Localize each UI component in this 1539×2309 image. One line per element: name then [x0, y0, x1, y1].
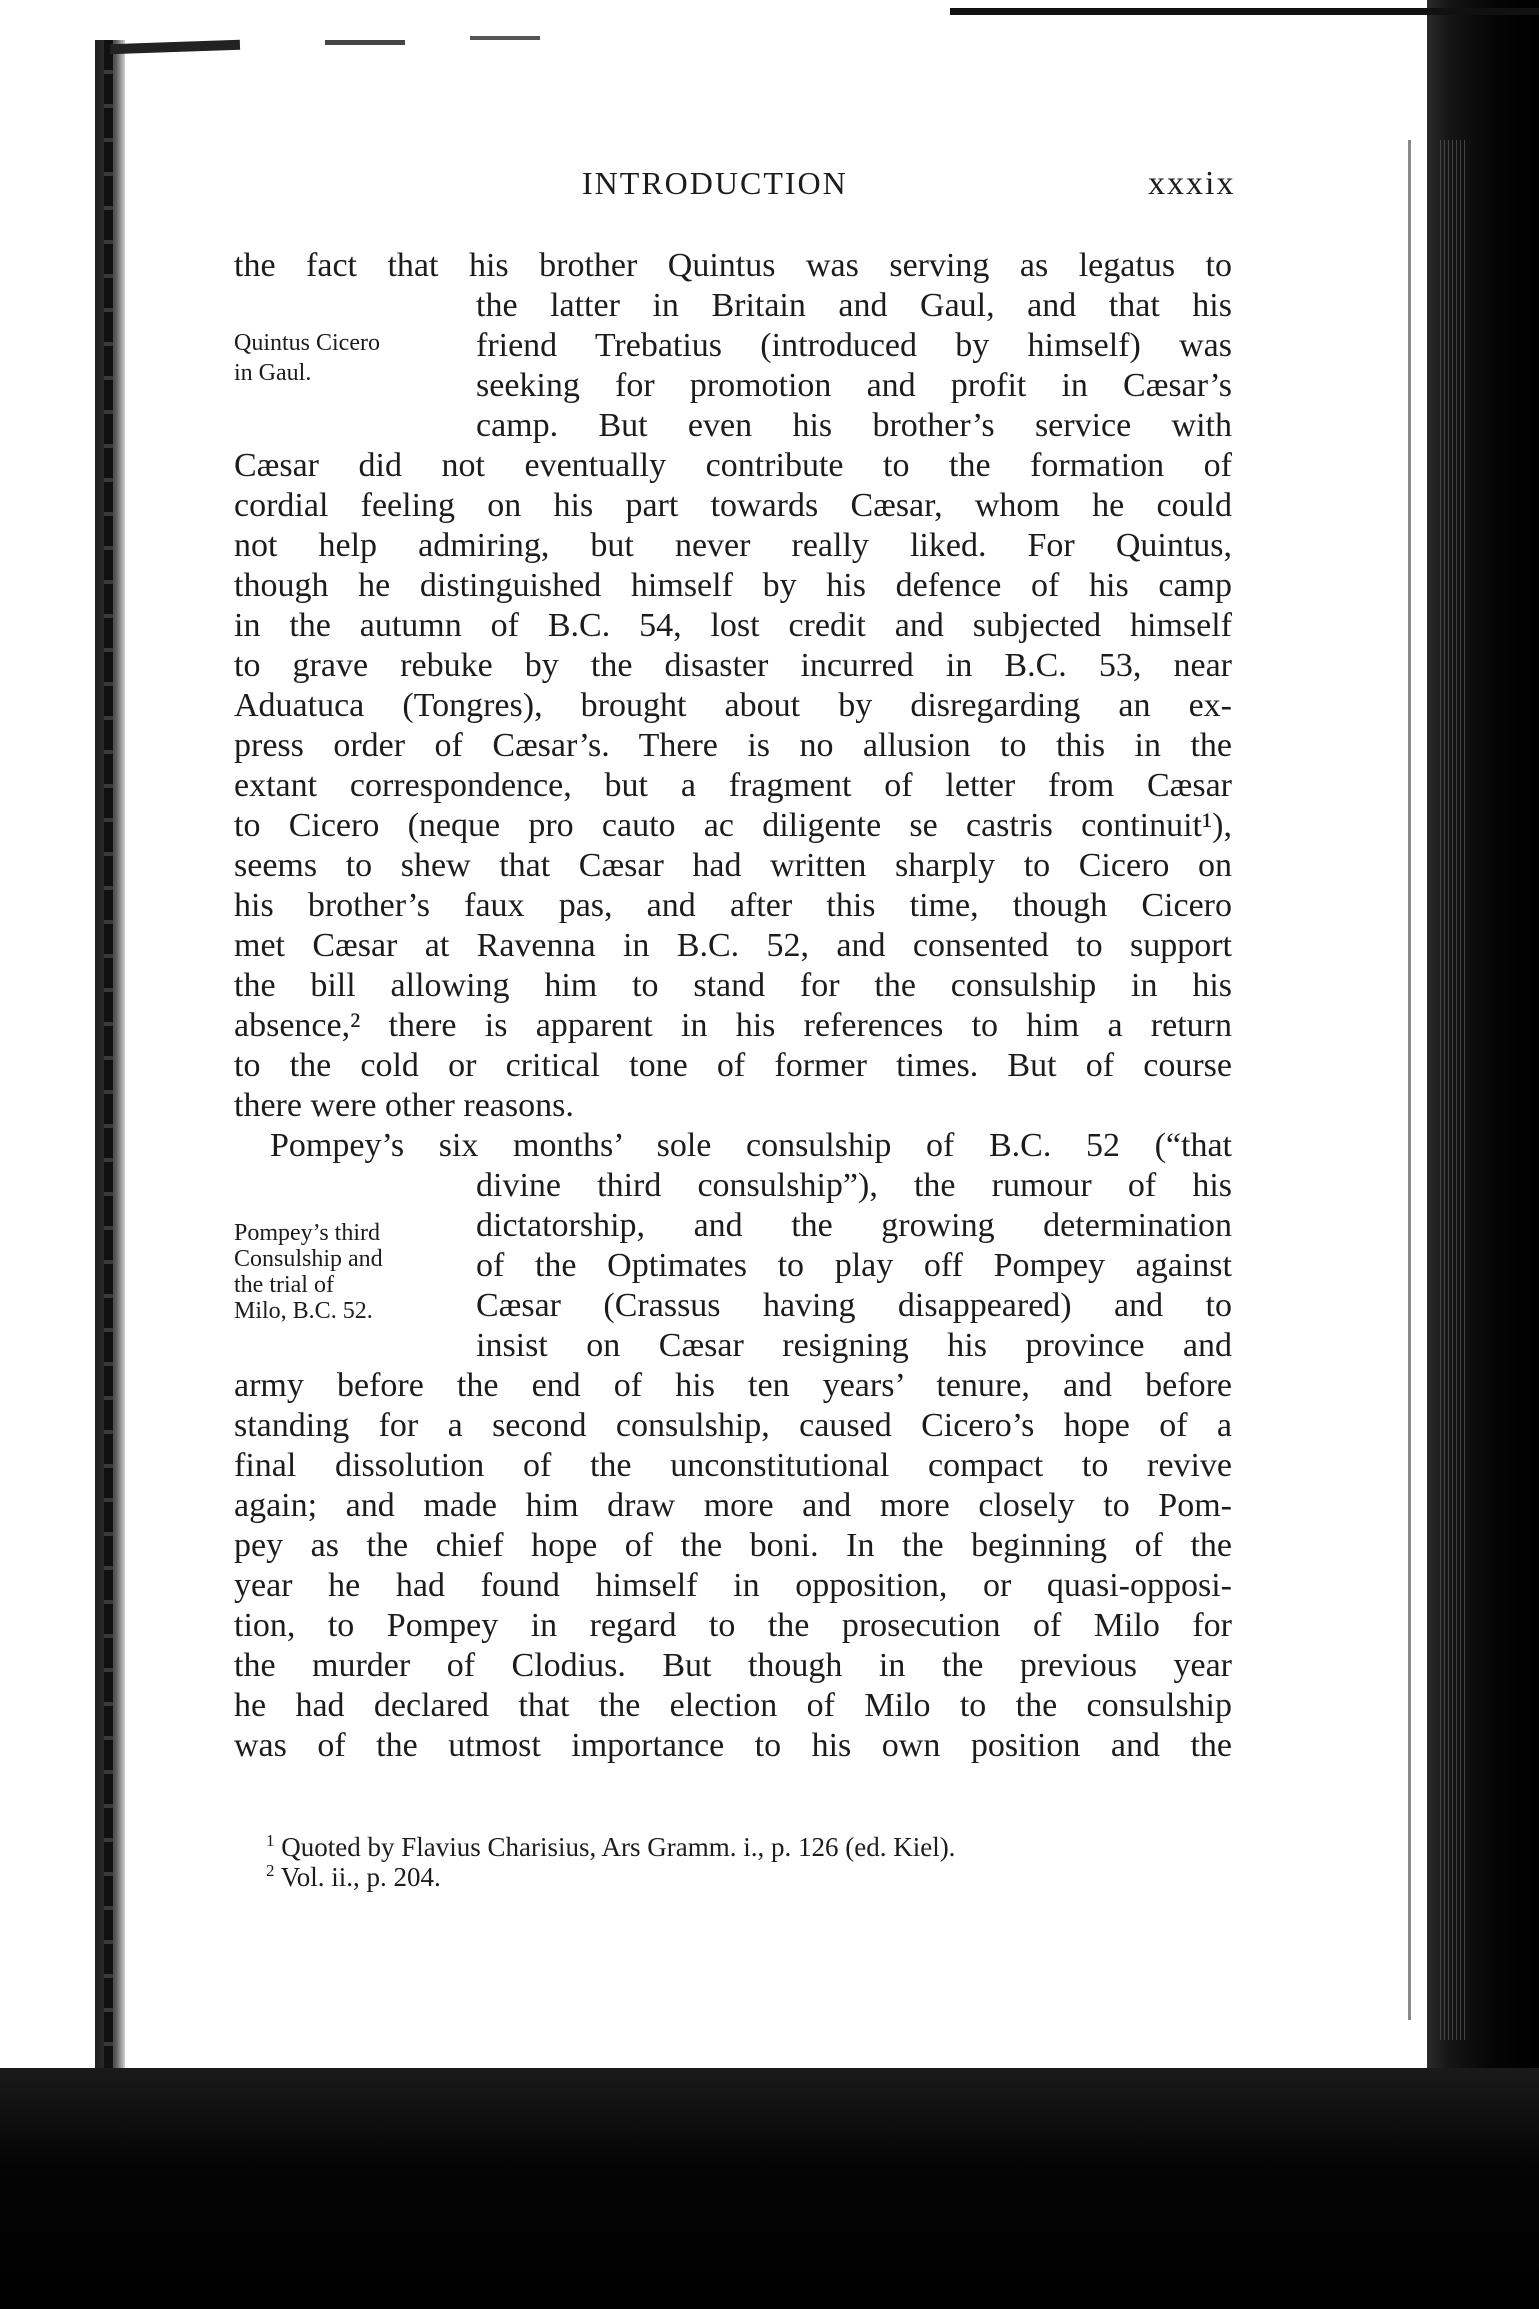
- scan-mark: [325, 40, 405, 45]
- text-line: divine third consulship”), the rumour of his: [476, 1167, 1232, 1204]
- text-line: the latter in Britain and Gaul, and that his: [476, 287, 1232, 324]
- text-line: friend Trebatius (introduced by himself) was: [476, 327, 1232, 364]
- text-line: the bill allowing him to stand for the consulship in his: [234, 967, 1232, 1004]
- page-edge: [1408, 140, 1411, 2020]
- text-line: met Cæsar at Ravenna in B.C. 52, and consented to support: [234, 927, 1232, 964]
- scan-mark: [470, 36, 540, 40]
- text-line: to grave rebuke by the disaster incurred in B.C. 53, near: [234, 647, 1232, 684]
- text-line: Cæsar did not eventually contribute to the formation of: [234, 447, 1232, 484]
- text-line: in the autumn of B.C. 54, lost credit and subjected himself: [234, 607, 1232, 644]
- text-line: press order of Cæsar’s. There is no allusion to this in the: [234, 727, 1232, 764]
- text-line: the fact that his brother Quintus was serving as legatus to: [234, 247, 1232, 284]
- text-line: dictatorship, and the growing determination: [476, 1207, 1232, 1244]
- sidenote-line: in Gaul.: [234, 360, 312, 386]
- text-line: absence,² there is apparent in his references to him a return: [234, 1007, 1232, 1044]
- text-line: seems to shew that Cæsar had written sharply to Cicero on: [234, 847, 1232, 884]
- text-line: again; and made him draw more and more closely to Pom-: [234, 1487, 1232, 1524]
- text-line: though he distinguished himself by his defence of his camp: [234, 567, 1232, 604]
- text-line: extant correspondence, but a fragment of letter from Cæsar: [234, 767, 1232, 804]
- text-line: army before the end of his ten years’ tenure, and before: [234, 1367, 1232, 1404]
- text-line: tion, to Pompey in regard to the prosecution of Milo for: [234, 1607, 1232, 1644]
- text-line: pey as the chief hope of the boni. In the beginning of the: [234, 1527, 1232, 1564]
- running-header: [0, 165, 1539, 205]
- text-line: seeking for promotion and profit in Cæsar’s: [476, 367, 1232, 404]
- text-line: standing for a second consulship, caused Cicero’s hope of a: [234, 1407, 1232, 1444]
- text-line: insist on Cæsar resigning his province and: [476, 1327, 1232, 1364]
- text-line: Pompey’s six months’ sole consulship of B.C. 52 (“that: [270, 1127, 1232, 1164]
- footnote-mark: 1: [266, 1831, 275, 1850]
- text-line: camp. But even his brother’s service with: [476, 407, 1232, 444]
- text-line: of the Optimates to play off Pompey against: [476, 1247, 1232, 1284]
- scan-top-mark: [110, 40, 240, 55]
- text-line: there were other reasons.: [234, 1087, 574, 1124]
- footnote-text: Quoted by Flavius Charisius, Ars Gramm. i., p. 126 (ed. Kiel).: [281, 1832, 956, 1862]
- text-line: not help admiring, but never really liked. For Quintus,: [234, 527, 1232, 564]
- sidenote-line: Milo, B.C. 52.: [234, 1298, 373, 1324]
- text-line: Cæsar (Crassus having disappeared) and to: [476, 1287, 1232, 1324]
- scan-bottom-shadow: [0, 2068, 1539, 2309]
- text-line: cordial feeling on his part towards Cæsar, whom he could: [234, 487, 1232, 524]
- sidenote-line: Pompey’s third: [234, 1220, 381, 1246]
- text-line: year he had found himself in opposition, or quasi-opposi-: [234, 1567, 1232, 1604]
- header-title: INTRODUCTION: [582, 165, 848, 201]
- text-line: to Cicero (neque pro cauto ac diligente se castris continuit¹),: [234, 807, 1232, 844]
- text-line: the murder of Clodius. But though in the previous year: [234, 1647, 1232, 1684]
- footnote-text: Vol. ii., p. 204.: [280, 1862, 441, 1892]
- sidenote-line: the trial of: [234, 1272, 334, 1298]
- text-line: final dissolution of the unconstitutional compact to revive: [234, 1447, 1232, 1484]
- text-line: his brother’s faux pas, and after this time, though Cicero: [234, 887, 1232, 924]
- scan-top-rule: [950, 8, 1539, 15]
- scan-book-edge: [1440, 140, 1466, 2040]
- text-line: Aduatuca (Tongres), brought about by disregarding an ex-: [234, 687, 1232, 724]
- sidenote-line: Consulship and: [234, 1246, 383, 1272]
- footnote-mark: 2: [266, 1861, 275, 1880]
- text-line: he had declared that the election of Milo to the consulship: [234, 1687, 1232, 1724]
- scan-binding: [104, 40, 113, 2080]
- page-number: xxxix: [1148, 165, 1236, 202]
- text-line: was of the utmost importance to his own position and the: [234, 1727, 1232, 1764]
- footnote: [266, 1856, 441, 1892]
- text-line: to the cold or critical tone of former times. But of course: [234, 1047, 1232, 1084]
- sidenote-line: Quintus Cicero: [234, 330, 380, 356]
